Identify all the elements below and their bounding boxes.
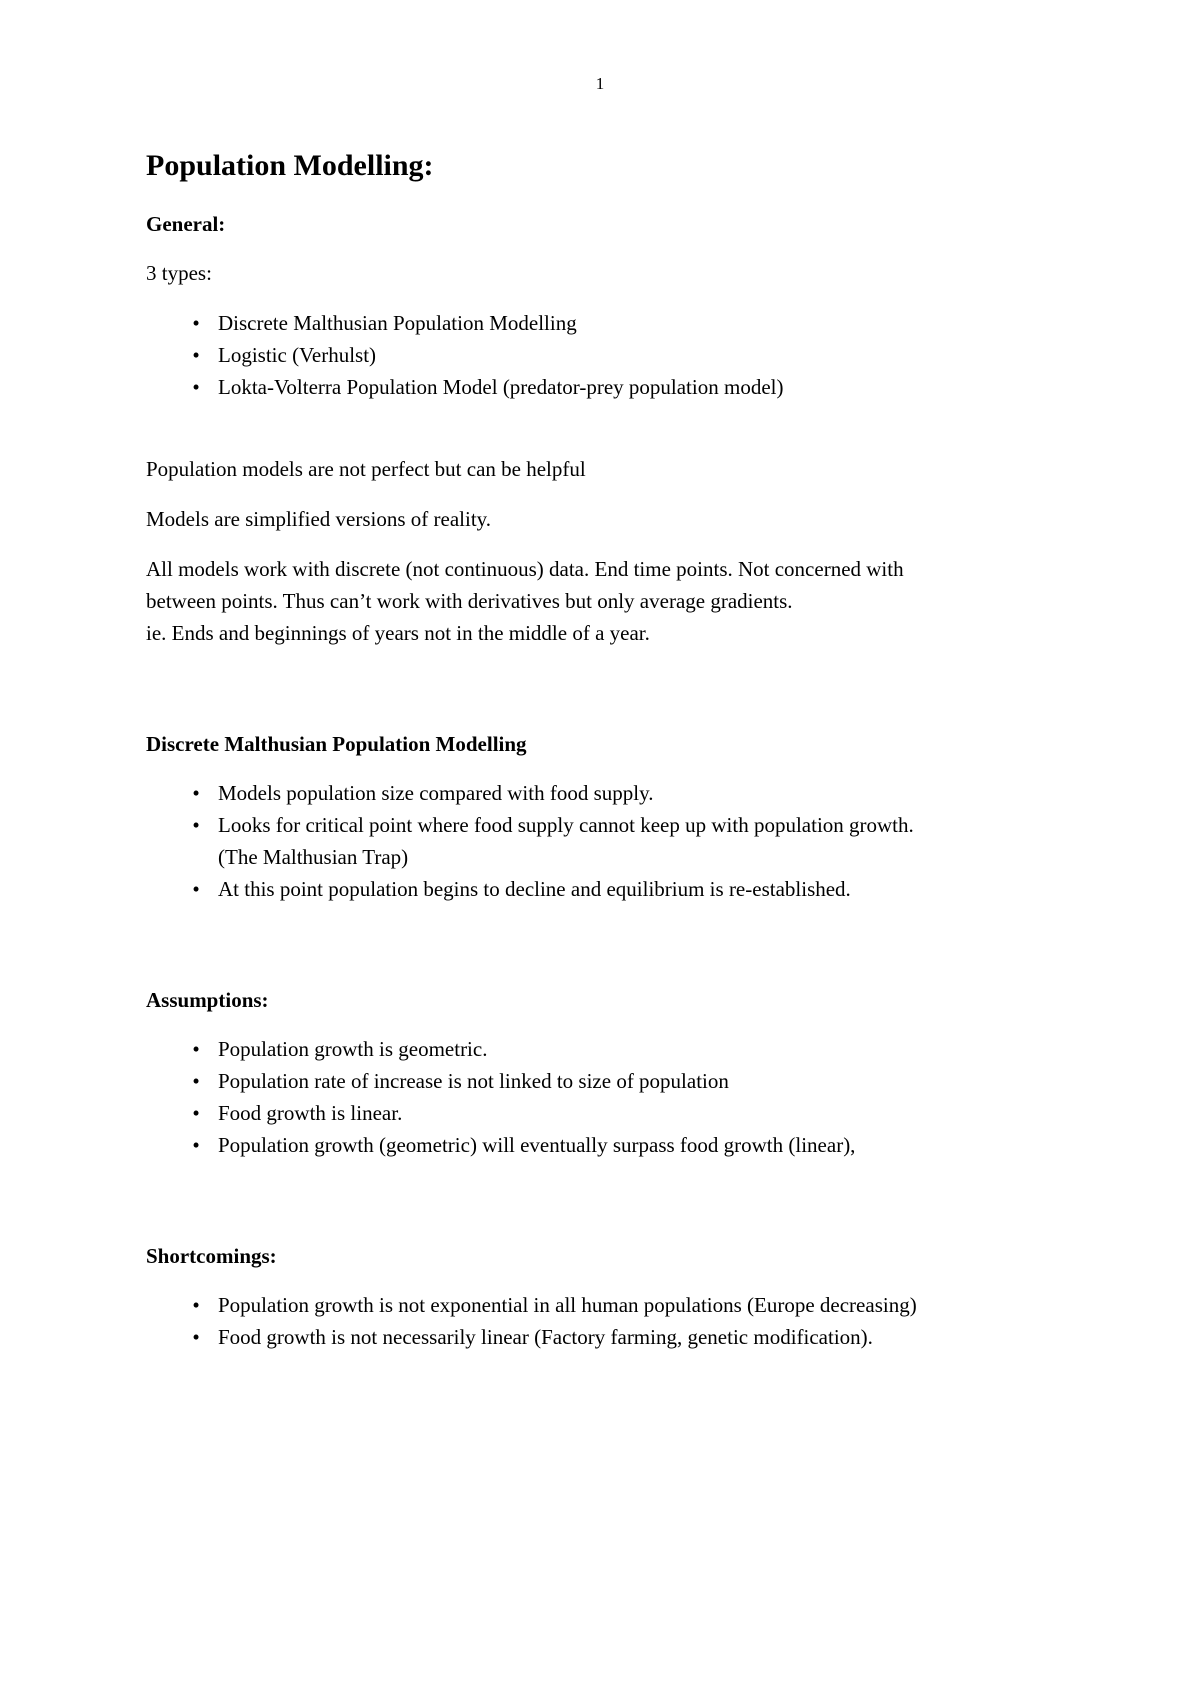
list-item: • Population rate of increase is not linked to size of population xyxy=(146,1065,1056,1097)
document-body xyxy=(146,145,1056,1353)
bullet-icon: • xyxy=(192,1325,200,1349)
paragraph: between points. Thus can’t work with derivatives but only average gradients. xyxy=(146,589,793,613)
document-title: Population Modelling: xyxy=(146,149,434,182)
bullet-icon: • xyxy=(192,877,200,901)
list-item: • At this point population begins to decline and equilibrium is re-established. xyxy=(146,873,1056,905)
paragraph: ie. Ends and beginnings of years not in the middle of a year. xyxy=(146,621,650,645)
bullet-icon: • xyxy=(192,375,200,399)
list-item: • Population growth is not exponential in all human populations (Europe decreasing) xyxy=(146,1289,1056,1321)
bullet-icon: • xyxy=(192,1293,200,1317)
paragraph: All models work with discrete (not continuous) data. End time points. Not concerned with xyxy=(146,557,904,581)
bullet-icon: • xyxy=(192,781,200,805)
list-item: • Lokta-Volterra Population Model (predator-prey population model) xyxy=(146,371,1056,403)
list-item: • Looks for critical point where food supply cannot keep up with population growth. (The Malthusian Trap) xyxy=(146,809,1056,873)
bullet-icon: • xyxy=(192,311,200,335)
bullet-icon: • xyxy=(192,1037,200,1061)
list-item: • Population growth is geometric. xyxy=(146,1033,1056,1065)
shortcomings-list xyxy=(146,1289,1056,1353)
section-heading-general: General: xyxy=(146,212,226,236)
list-item: • Food growth is linear. xyxy=(146,1097,1056,1129)
bullet-icon: • xyxy=(192,1101,200,1125)
page-number: 1 xyxy=(595,74,605,93)
types-intro: 3 types: xyxy=(146,261,212,285)
bullet-icon: • xyxy=(192,813,200,837)
paragraph: Population models are not perfect but can be helpful xyxy=(146,457,586,481)
malthusian-list xyxy=(146,777,1056,905)
list-item: • Models population size compared with food supply. xyxy=(146,777,1056,809)
section-heading-shortcomings: Shortcomings: xyxy=(146,1244,277,1268)
list-item: • Logistic (Verhulst) xyxy=(146,339,1056,371)
list-item: • Population growth (geometric) will eventually surpass food growth (linear), xyxy=(146,1129,1056,1161)
bullet-icon: • xyxy=(192,343,200,367)
section-heading-assumptions: Assumptions: xyxy=(146,988,269,1012)
section-heading-malthusian: Discrete Malthusian Population Modelling xyxy=(146,732,527,756)
paragraph: Models are simplified versions of reality. xyxy=(146,507,492,531)
list-item: • Food growth is not necessarily linear (Factory farming, genetic modification). xyxy=(146,1321,1056,1353)
bullet-icon: • xyxy=(192,1133,200,1157)
list-item: • Discrete Malthusian Population Modelling xyxy=(146,307,1056,339)
bullet-icon: • xyxy=(192,1069,200,1093)
types-list xyxy=(146,307,1056,403)
assumptions-list xyxy=(146,1033,1056,1161)
